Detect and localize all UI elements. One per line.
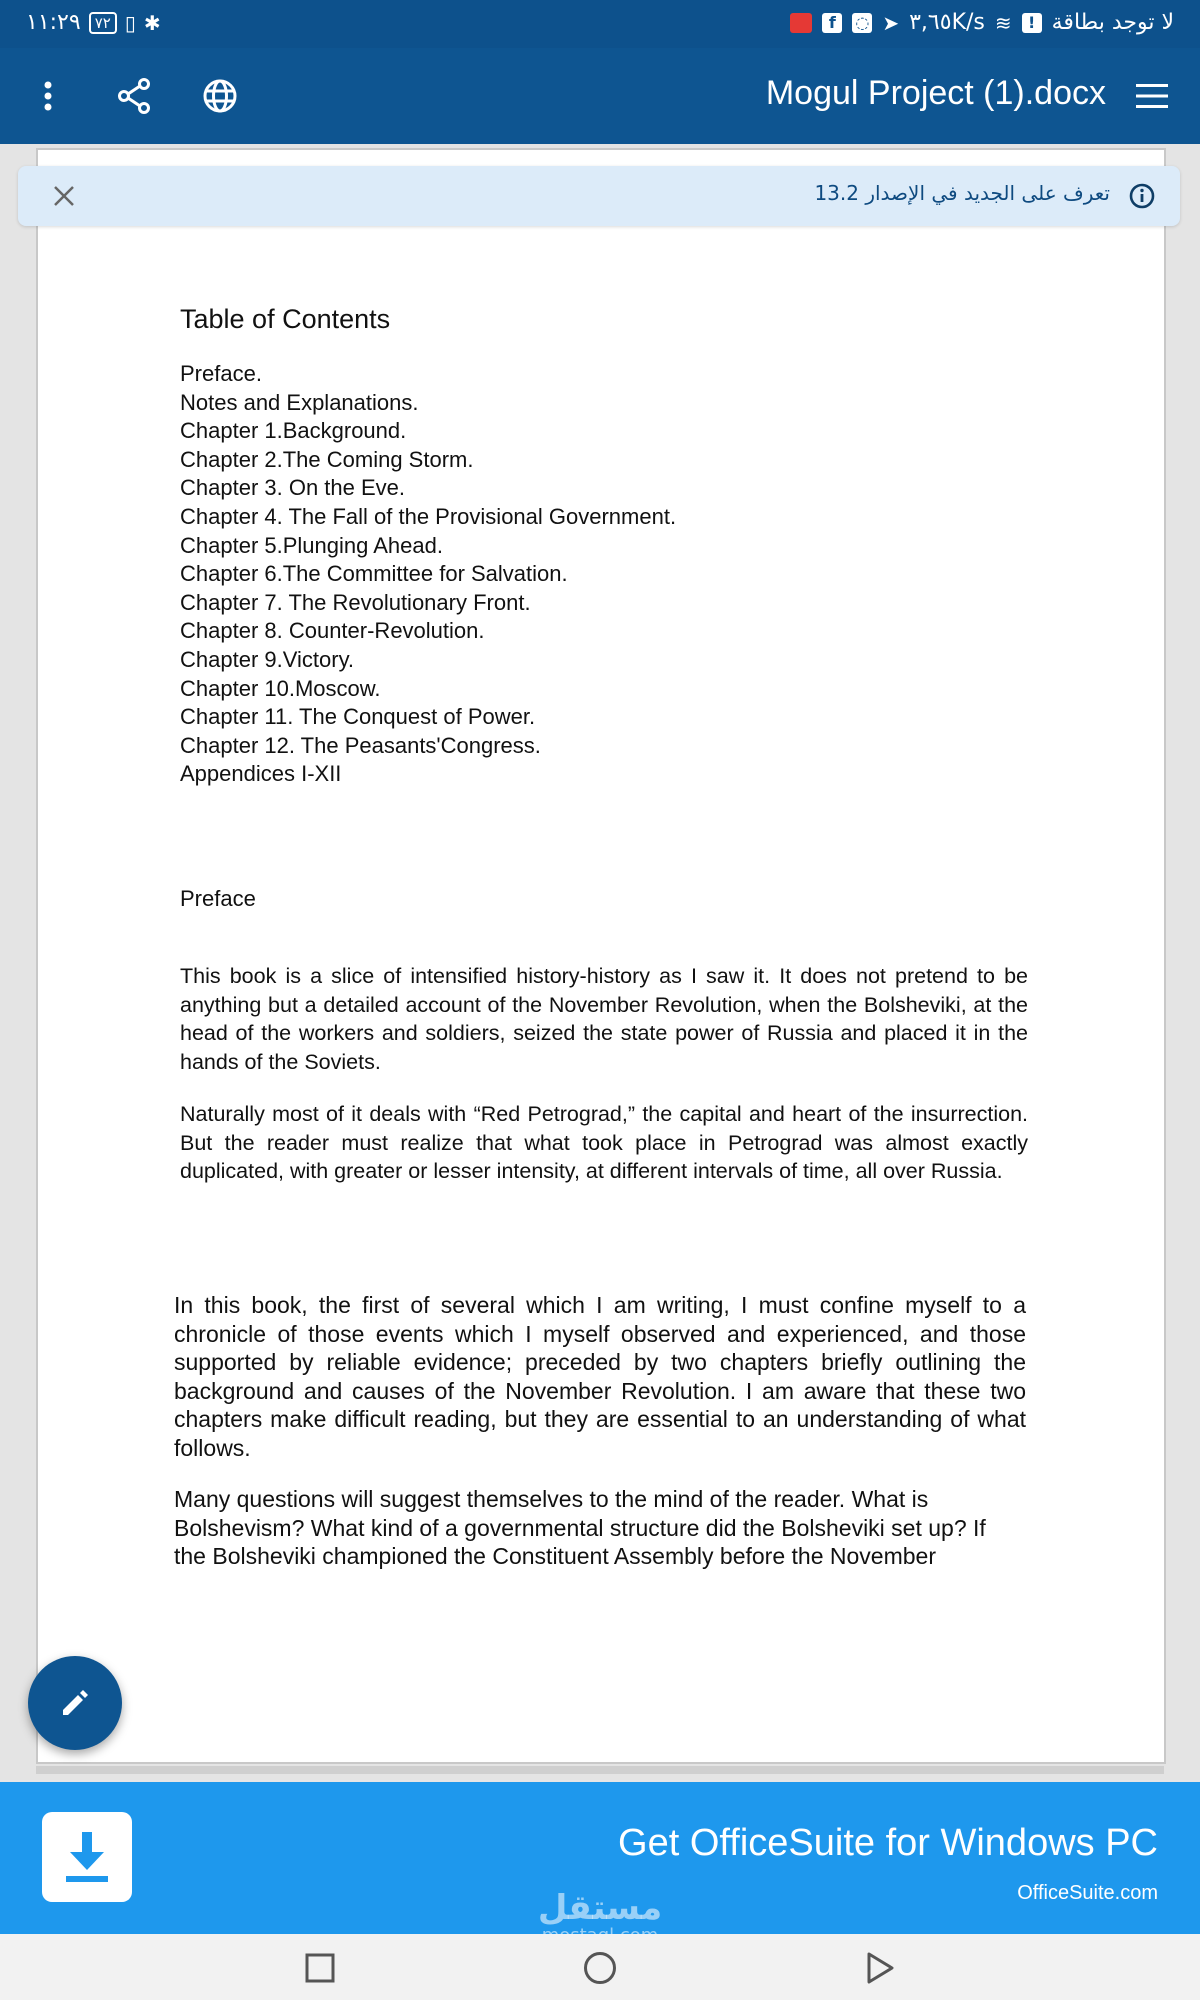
toc-item: Chapter 1.Background. — [180, 418, 407, 444]
toc-item: Chapter 12. The Peasants'Congress. — [180, 732, 541, 758]
toc-title: Table of Contents — [180, 304, 391, 334]
battery-icon: ٧٢ — [89, 12, 117, 34]
banner-text: تعرف على الجديد في الإصدار 13.2 — [814, 181, 1110, 205]
menu-button[interactable] — [1126, 70, 1178, 122]
more-vert-icon — [43, 81, 53, 111]
edit-button[interactable] — [28, 1656, 122, 1750]
toc-list — [180, 360, 676, 789]
recents-button[interactable] — [298, 1946, 342, 1990]
sim-alert-icon: ! — [1022, 13, 1042, 33]
home-button[interactable] — [578, 1946, 622, 1990]
vibrate-icon: ▯ — [124, 10, 136, 35]
triangle-icon — [865, 1952, 895, 1984]
info-icon — [1128, 182, 1156, 214]
paragraph — [174, 1485, 1026, 1571]
toc-item: Chapter 5.Plunging Ahead. — [180, 532, 443, 558]
clock: ١١:٢٩ — [26, 10, 81, 35]
download-icon — [62, 1830, 112, 1884]
app-notification-icon — [790, 13, 812, 33]
paragraph: In this book, the first of several which I am writing, I must confine myself to a chronicle of those events which I myself observed and experienced, and those supported by reliable evidence; preceded by two chapters briefly outlining the background and causes of the November Revolution. I am aware that these two chapters make difficult reading, but they are essential to an understanding of what follows. — [174, 1292, 1026, 1461]
preface-heading: Preface — [180, 886, 256, 911]
wifi-icon: ≋ — [994, 10, 1012, 35]
toc-item: Notes and Explanations. — [180, 389, 419, 415]
close-icon — [53, 185, 75, 207]
system-nav-bar — [0, 1934, 1200, 2000]
promo-link[interactable]: OfficeSuite.com — [1017, 1882, 1158, 1904]
toc-item: Appendices I-XII — [180, 761, 342, 787]
square-icon — [305, 1953, 335, 1983]
circle-icon — [583, 1951, 617, 1985]
toc-item: Chapter 2.The Coming Storm. — [180, 446, 474, 472]
globe-icon — [202, 78, 238, 114]
promo-headline: Get OfficeSuite for Windows PC — [618, 1822, 1158, 1864]
back-button[interactable] — [858, 1946, 902, 1990]
download-button[interactable] — [42, 1812, 132, 1902]
status-bar — [0, 0, 1200, 48]
status-right — [790, 10, 1174, 35]
menu-icon — [1136, 83, 1168, 109]
document-title: Mogul Project (1).docx — [765, 74, 1106, 112]
more-options-button[interactable] — [22, 70, 74, 122]
network-speed: ٣,٦٥K/s — [909, 10, 985, 35]
paragraph-line: the Bolsheviki championed the Constituent Assembly before the November — [174, 1543, 936, 1569]
watermark-arabic: مستقل — [537, 1888, 663, 1928]
close-banner-button[interactable] — [48, 180, 80, 212]
toc-item: Preface. — [180, 361, 262, 386]
facebook-icon: f — [822, 13, 842, 33]
toc-item: Chapter 4. The Fall of the Provisional Government. — [180, 503, 677, 529]
translate-button[interactable] — [194, 70, 246, 122]
toc-item: Chapter 3. On the Eve. — [180, 475, 406, 501]
telegram-icon: ➤ — [882, 10, 900, 35]
toc-item: Chapter 10.Moscow. — [180, 675, 381, 701]
bluetooth-icon: ✱ — [143, 10, 161, 35]
carrier-label: لا توجد بطاقة — [1051, 10, 1174, 35]
share-icon — [117, 78, 151, 114]
toc-item: Chapter 6.The Committee for Salvation. — [180, 561, 568, 587]
sync-app-icon: ◌ — [852, 13, 872, 33]
toc-item: Chapter 9.Victory. — [180, 646, 355, 672]
next-page-edge — [36, 1766, 1164, 1774]
paragraph: This book is a slice of intensified history-history as I saw it. It does not pretend to be anything but a detailed account of the November Revolution, when the Bolsheviki, at the head of the workers and soldiers, seized the state power of Russia and placed it in the hands of the Soviets. — [180, 964, 1028, 1074]
paragraph-line: Many questions will suggest themselves to the mind of the reader. What is Bolshevism? What kind of a governmental structure did the Bolsheviki set up? If — [174, 1486, 986, 1541]
pencil-icon — [58, 1686, 92, 1720]
whats-new-banner[interactable] — [18, 166, 1180, 226]
status-left — [26, 10, 161, 35]
toc-item: Chapter 7. The Revolutionary Front. — [180, 589, 531, 615]
toc-item: Chapter 8. Counter-Revolution. — [180, 618, 485, 644]
toc-item: Chapter 11. The Conquest of Power. — [180, 704, 536, 730]
share-button[interactable] — [108, 70, 160, 122]
paragraph: Naturally most of it deals with “Red Petrograd,” the capital and heart of the insurrection. But the reader must realize that what took place in Petrograd was almost exactly duplicated, with greater or lesser intensity, at different intervals of time, all over Russia. — [180, 1102, 1028, 1183]
app-toolbar — [0, 48, 1200, 144]
